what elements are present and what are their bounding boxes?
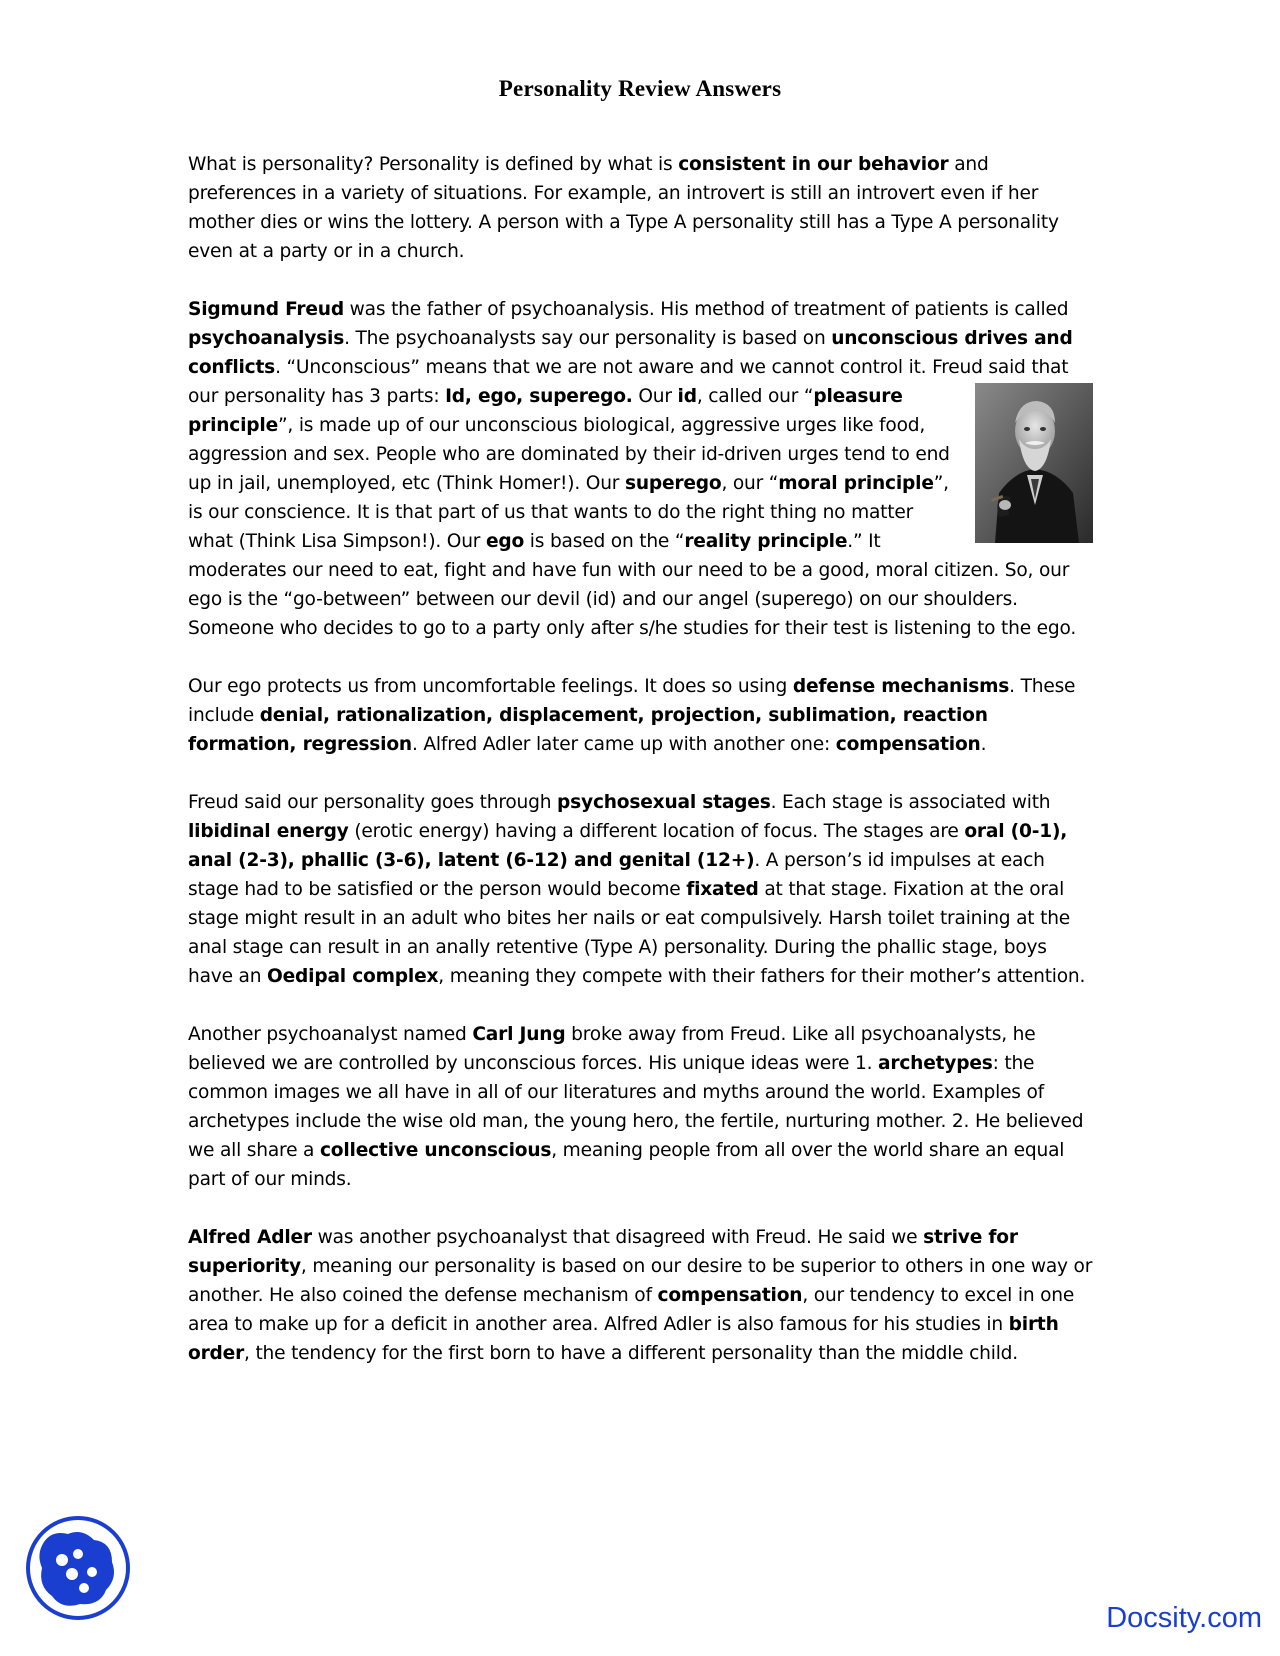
text-run: Our ego protects us from uncomfortable feelings. It does so using: [188, 676, 793, 697]
text-run: . A person’s id impulses at each stage had to be satisfied or the person would become: [188, 850, 1045, 900]
docsity-brand-link[interactable]: Docsity.com: [1106, 1602, 1262, 1634]
bold-term: Alfred Adler: [188, 1227, 312, 1248]
text-run: is based on the “: [524, 531, 685, 552]
bold-term: oral (0-1), anal (2-3), phallic (3-6), latent (6-12) and genital (12+): [188, 821, 1068, 871]
paragraph-alfred-adler: [188, 1223, 1093, 1368]
bold-term: reality principle: [684, 531, 848, 552]
bold-term: consistent in our behavior: [678, 154, 949, 175]
bold-term: archetypes: [878, 1053, 993, 1074]
sigmund-freud-photo: [975, 383, 1093, 543]
text-run: Another psychoanalyst named: [188, 1024, 473, 1045]
text-run: and preferences in a variety of situations. For example, an introvert is still an introvert even if her mother dies or wins the lottery. A person with a Type A personality still has a Type A personality even at a party or in a church.: [188, 154, 1059, 262]
text-run: , meaning they compete with their fathers for their mother’s attention.: [438, 966, 1086, 987]
text-run: , called our “: [696, 386, 814, 407]
bold-term: ego: [485, 531, 525, 552]
bold-term: psychoanalysis: [188, 328, 345, 349]
paragraph-carl-jung: [188, 1020, 1093, 1194]
bold-term: defense mechanisms: [792, 676, 1010, 697]
text-run: , the tendency for the first born to have a different personality than the middle child.: [244, 1343, 1018, 1364]
text-run: . Alfred Adler later came up with another one:: [411, 734, 836, 755]
text-run: , meaning our personality is based on our desire to be superior to others in one way or another. He also coined the defense mechanism of: [188, 1256, 1093, 1306]
paragraph-psychosexual-stages: [188, 788, 1093, 991]
bold-term: fixated: [686, 879, 759, 900]
bold-term: birth order: [188, 1314, 1059, 1364]
text-run: Our: [632, 386, 678, 407]
bold-term: pleasure principle: [188, 386, 903, 436]
text-run: was another psychoanalyst that disagreed with Freud. He said we: [311, 1227, 924, 1248]
paragraph-personality-definition: [188, 150, 1093, 266]
text-run: , our “: [721, 473, 779, 494]
bold-term: compensation: [657, 1285, 803, 1306]
docsity-logo-icon[interactable]: [22, 1512, 134, 1624]
text-run: was the father of psychoanalysis. His method of treatment of patients is called: [343, 299, 1069, 320]
text-run: .” It moderates our need to eat, fight and have fun with our need to be a good, moral citizen. So, our ego is the “go-between” between our devil (id) and our angel (superego) on our shoulders. Someone who decides to go to a party only after s/he studies for their test is listening to the ego.: [188, 531, 1077, 639]
bold-term: unconscious drives and conflicts: [188, 328, 1073, 378]
text-run: : the common images we all have in all of our literatures and myths around the world. Examples of archetypes include the wise old man, the young hero, the fertile, nurturing mother. 2. He believed we all share a: [188, 1053, 1084, 1161]
bold-term: id: [677, 386, 697, 407]
text-run: Freud said our personality goes through: [188, 792, 558, 813]
bold-term: libidinal energy: [188, 821, 349, 842]
bold-term: Carl Jung: [472, 1024, 566, 1045]
bold-term: compensation: [835, 734, 981, 755]
text-run: . These include: [188, 676, 1076, 726]
text-run: , our tendency to excel in one area to make up for a deficit in another area. Alfred Adler is also famous for his studies in: [188, 1285, 1075, 1335]
bold-term: collective unconscious: [319, 1140, 552, 1161]
text-run: What is personality? Personality is defined by what is: [188, 154, 679, 175]
bold-term: moral principle: [778, 473, 934, 494]
text-run: ”, is made up of our unconscious biological, aggressive urges like food, aggression and sex. People who are dominated by their id-driven urges tend to end up in jail, unemployed, etc (Think Homer!). Our: [188, 415, 950, 494]
bold-term: Oedipal complex: [267, 966, 439, 987]
text-run: ”, is our conscience. It is that part of us that wants to do the right thing no matter what (Think Lisa Simpson!). Our: [188, 473, 949, 552]
document-body: [188, 150, 1093, 1397]
text-run: , meaning people from all over the world share an equal part of our minds.: [188, 1140, 1065, 1190]
page-title: Personality Review Answers: [498, 76, 782, 101]
text-run: .: [980, 734, 987, 755]
bold-term: psychosexual stages: [557, 792, 771, 813]
paragraph-defense-mechanisms: [188, 672, 1093, 759]
text-run: at that stage. Fixation at the oral stage might result in an adult who bites her nails or eat compulsively. Harsh toilet training at the anal stage can result in an anally retentive (Type A) personality. During the phallic stage, boys have an: [188, 879, 1071, 987]
text-run: . Each stage is associated with: [770, 792, 1051, 813]
bold-term: Sigmund Freud: [188, 299, 344, 320]
text-run: (erotic energy) having a different location of focus. The stages are: [348, 821, 965, 842]
text-run: . The psychoanalysts say our personality is based on: [344, 328, 832, 349]
text-run: broke away from Freud. Like all psychoanalysts, he believed we are controlled by unconscious forces. His unique ideas were 1.: [188, 1024, 1036, 1074]
paragraph-freud: [188, 295, 1093, 643]
text-run: . “Unconscious” means that we are not aware and we cannot control it. Freud said that our personality has 3 parts:: [188, 357, 1069, 407]
bold-term: superego: [624, 473, 722, 494]
bold-term: denial, rationalization, displacement, projection, sublimation, reaction formation, regression: [188, 705, 988, 755]
bold-term: strive for superiority: [188, 1227, 1018, 1277]
bold-term: Id, ego, superego.: [445, 386, 633, 407]
